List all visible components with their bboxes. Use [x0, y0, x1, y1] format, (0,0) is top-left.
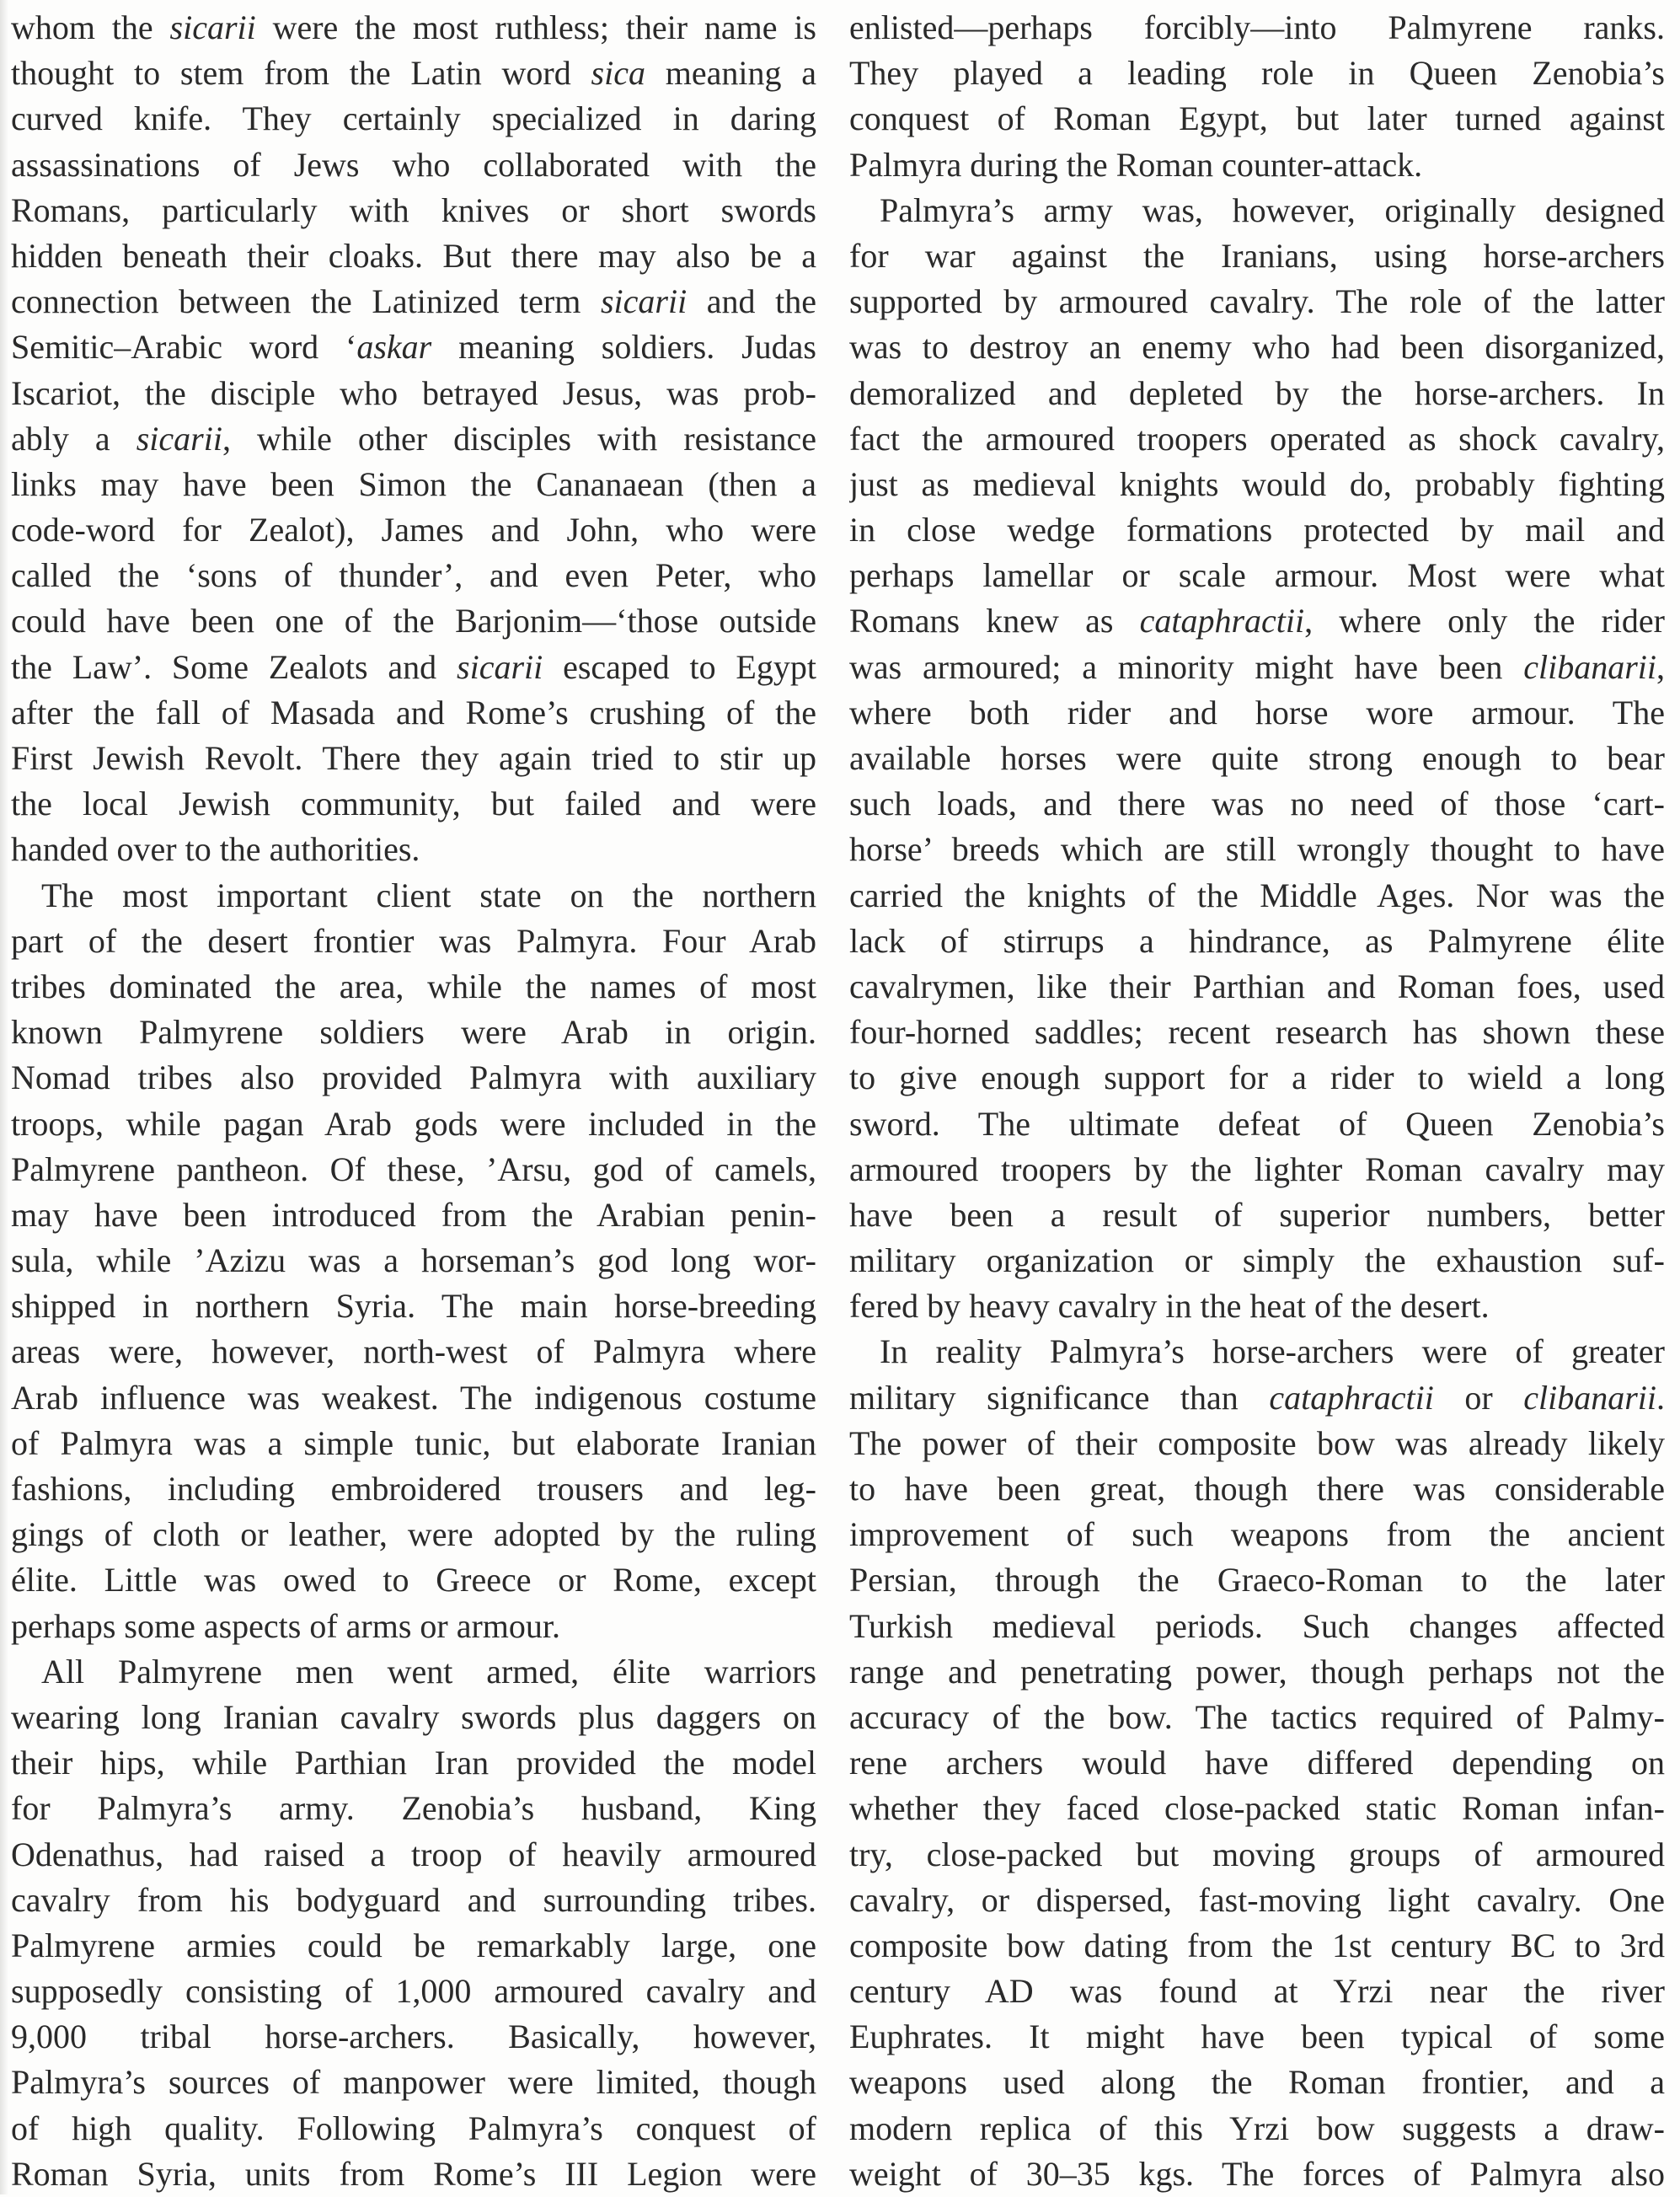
text-line	[11, 2151, 816, 2197]
text-line	[11, 645, 816, 690]
text-line	[849, 1557, 1665, 1603]
text-segment: sula, while ’Azizu was a horseman’s god long wor-	[11, 1241, 816, 1280]
text-segment: supported by armoured cavalry. The role of the latter	[849, 282, 1665, 321]
text-line	[11, 1740, 816, 1786]
text-segment: enlisted—perhaps forcibly—into Palmyrene ranks.	[849, 8, 1665, 46]
italic-term: clibanarii	[1523, 647, 1656, 686]
text-segment: were the most ruthless; their name is	[255, 8, 816, 46]
text-line	[849, 1147, 1665, 1192]
text-segment: weight of 30–35 kgs. The forces of Palmyra also	[849, 2154, 1665, 2193]
text-line	[11, 2106, 816, 2151]
text-line	[11, 1923, 816, 1969]
text-segment: just as medieval knights would do, probably fighting	[849, 464, 1665, 503]
italic-term: sicarii	[600, 282, 688, 321]
text-line	[11, 1604, 816, 1649]
text-line	[11, 1147, 816, 1192]
italic-term: sicarii	[136, 419, 222, 458]
text-line	[849, 142, 1665, 188]
text-line	[849, 736, 1665, 781]
text-line	[11, 781, 816, 827]
text-segment: Semitic–Arabic word ‘	[11, 328, 357, 367]
text-line	[849, 51, 1665, 96]
text-segment: their hips, while Parthian Iran provided the model	[11, 1744, 816, 1782]
text-line	[11, 1375, 816, 1421]
text-segment: All Palmyrene men went armed, élite warriors	[41, 1652, 816, 1691]
text-segment: 9,000 tribal horse-archers. Basically, however,	[11, 2017, 816, 2056]
text-segment: Palmyrene armies could be remarkably large, one	[11, 1926, 816, 1964]
text-line	[849, 873, 1665, 919]
text-segment: In reality Palmyra’s horse-archers were of greater	[880, 1332, 1665, 1371]
text-line	[11, 2014, 816, 2060]
text-segment: supposedly consisting of 1,000 armoured cavalry and	[11, 1972, 816, 2011]
text-line	[849, 1923, 1665, 1969]
text-line	[11, 142, 816, 188]
text-line	[11, 279, 816, 324]
text-segment: try, close-packed but moving groups of armoured	[849, 1835, 1665, 1873]
text-segment: such loads, and there was no need of those ‘cart-	[849, 785, 1665, 823]
text-segment: Odenathus, had raised a troop of heavily armoured	[11, 1835, 816, 1873]
text-line	[11, 462, 816, 507]
text-segment: military organization or simply the exhaustion suf-	[849, 1241, 1665, 1280]
text-segment: four-horned saddles; recent research has shown these	[849, 1013, 1665, 1052]
text-segment: Palmyrene pantheon. Of these, ’Arsu, god of camels,	[11, 1149, 816, 1188]
text-line	[849, 827, 1665, 872]
text-segment: perhaps some aspects of arms or armour.	[11, 1606, 561, 1645]
text-line	[849, 1421, 1665, 1466]
text-line	[849, 781, 1665, 827]
text-line	[849, 1969, 1665, 2014]
text-line	[849, 2060, 1665, 2105]
text-segment: Palmyra during the Roman counter-attack.	[849, 145, 1423, 184]
text-segment: gings of cloth or leather, were adopted by the ruling	[11, 1515, 816, 1554]
text-line	[849, 416, 1665, 462]
text-segment: First Jewish Revolt. There they again tried to stir up	[11, 739, 816, 777]
text-segment: military significance than	[849, 1378, 1270, 1417]
text-segment: links may have been Simon the Cananaean (then a	[11, 464, 816, 503]
text-segment: Arab influence was weakest. The indigenous costume	[11, 1378, 816, 1417]
text-segment: horse’ breeds which are still wrongly thought to have	[849, 830, 1665, 869]
text-segment: have been a result of superior numbers, better	[849, 1195, 1665, 1234]
text-segment: Persian, through the Graeco-Roman to the later	[849, 1561, 1665, 1600]
text-segment: available horses were quite strong enough to bear	[849, 739, 1665, 777]
text-segment: meaning soldiers. Judas	[431, 328, 816, 367]
text-line	[11, 5, 816, 51]
text-line	[849, 507, 1665, 553]
text-segment: known Palmyrene soldiers were Arab in origin.	[11, 1013, 816, 1052]
text-line	[849, 553, 1665, 598]
text-segment: areas were, however, north-west of Palmyra where	[11, 1332, 816, 1371]
text-line	[849, 96, 1665, 142]
text-line	[11, 1329, 816, 1374]
text-line	[11, 1192, 816, 1238]
text-line	[849, 1740, 1665, 1786]
text-line	[11, 1283, 816, 1329]
text-segment: curved knife. They certainly specialized in daring	[11, 99, 816, 138]
text-line	[849, 1878, 1665, 1923]
italic-term: clibanarii	[1523, 1378, 1657, 1417]
text-line	[849, 233, 1665, 279]
text-line	[849, 1192, 1665, 1238]
text-segment: of high quality. Following Palmyra’s conquest of	[11, 2109, 816, 2147]
text-line	[11, 1466, 816, 1512]
text-segment: modern replica of this Yrzi bow suggests a draw-	[849, 2109, 1665, 2147]
text-segment: Euphrates. It might have been typical of some	[849, 2017, 1665, 2056]
text-line	[849, 462, 1665, 507]
text-line	[11, 2060, 816, 2105]
text-line	[849, 188, 1665, 233]
text-line	[849, 690, 1665, 736]
text-segment: ably a	[11, 419, 136, 458]
text-line	[849, 598, 1665, 644]
text-segment: Nomad tribes also provided Palmyra with auxiliary	[11, 1058, 816, 1097]
text-line	[11, 507, 816, 553]
text-segment: wearing long Iranian cavalry swords plus daggers on	[11, 1697, 816, 1736]
text-line	[849, 645, 1665, 690]
text-segment: Roman Syria, units from Rome’s III Legion were	[11, 2154, 816, 2193]
italic-term: cataphractii	[1139, 602, 1305, 640]
text-segment: lack of stirrups a hindrance, as Palmyrene élite	[849, 921, 1665, 960]
text-line	[11, 553, 816, 598]
text-segment: of Palmyra was a simple tunic, but elaborate Iranian	[11, 1423, 816, 1462]
text-segment: cavalrymen, like their Parthian and Roman foes, used	[849, 967, 1665, 1005]
text-column-right	[849, 5, 1665, 2197]
text-segment: weapons used along the Roman frontier, and a	[849, 2063, 1665, 2102]
text-line	[849, 279, 1665, 324]
text-segment: to give enough support for a rider to wield a long	[849, 1058, 1665, 1097]
text-line	[11, 51, 816, 96]
text-segment: cavalry, or dispersed, fast-moving light cavalry. One	[849, 1880, 1665, 1919]
text-segment: Turkish medieval periods. Such changes affected	[849, 1606, 1665, 1645]
text-segment: rene archers would have differed depending on	[849, 1744, 1665, 1782]
text-segment: tribes dominated the area, while the names of most	[11, 967, 816, 1005]
text-segment: thought to stem from the Latin word	[11, 54, 591, 93]
text-line	[11, 1786, 816, 1831]
text-segment: The power of their composite bow was already likely	[849, 1423, 1665, 1462]
italic-term: sicarii	[169, 8, 256, 46]
text-line	[849, 5, 1665, 51]
text-line	[849, 1283, 1665, 1329]
text-segment: fact the armoured troopers operated as shock cavalry,	[849, 419, 1665, 458]
text-line	[11, 233, 816, 279]
text-segment: could have been one of the Barjonim—‘those outside	[11, 602, 816, 640]
text-line	[11, 1878, 816, 1923]
text-segment: fered by heavy cavalry in the heat of the desert.	[849, 1287, 1490, 1326]
text-line	[11, 919, 816, 964]
text-line	[849, 1101, 1665, 1147]
text-segment: , while other disciples with resistance	[222, 419, 816, 458]
text-segment: perhaps lamellar or scale armour. Most were what	[849, 556, 1665, 595]
italic-term: askar	[356, 328, 432, 367]
text-line	[11, 736, 816, 781]
text-line	[849, 964, 1665, 1010]
text-segment: called the ‘sons of thunder’, and even Peter, who	[11, 556, 816, 595]
text-segment: for Palmyra’s army. Zenobia’s husband, King	[11, 1789, 816, 1828]
text-line	[849, 1786, 1665, 1831]
text-line	[849, 1375, 1665, 1421]
text-line	[849, 1238, 1665, 1283]
text-segment: for war against the Iranians, using horse-archers	[849, 236, 1665, 275]
text-line	[849, 1604, 1665, 1649]
text-line	[11, 873, 816, 919]
text-line	[849, 1512, 1665, 1557]
text-segment: after the fall of Masada and Rome’s crushing of the	[11, 693, 816, 731]
text-line	[849, 2151, 1665, 2197]
page-edge-shadow	[0, 0, 8, 2194]
text-segment: ,	[1656, 647, 1665, 686]
text-segment: .	[1656, 1378, 1665, 1417]
text-segment: demoralized and depleted by the horse-archers. In	[849, 373, 1665, 412]
text-line	[11, 827, 816, 872]
text-line	[11, 690, 816, 736]
text-segment: Palmyra’s army was, however, originally designed	[880, 190, 1665, 229]
text-segment: and the	[687, 282, 816, 321]
italic-term: sicarii	[457, 647, 543, 686]
text-segment: accuracy of the bow. The tactics required of Palmy-	[849, 1697, 1665, 1736]
text-segment: was to destroy an enemy who had been disorganized,	[849, 328, 1665, 367]
text-segment: improvement of such weapons from the ancient	[849, 1515, 1665, 1554]
text-line	[849, 371, 1665, 416]
text-segment: connection between the Latinized term	[11, 282, 601, 321]
text-segment: in close wedge formations protected by mail and	[849, 511, 1665, 549]
text-segment: was armoured; a minority might have been	[849, 647, 1524, 686]
text-line	[11, 1969, 816, 2014]
text-segment: shipped in northern Syria. The main horse-breeding	[11, 1287, 816, 1326]
text-segment: Romans knew as	[849, 602, 1140, 640]
text-line	[11, 1010, 816, 1055]
text-line	[849, 2014, 1665, 2060]
text-line	[11, 371, 816, 416]
text-segment: part of the desert frontier was Palmyra. Four Arab	[11, 921, 816, 960]
text-segment: the local Jewish community, but failed and were	[11, 785, 816, 823]
text-segment: cavalry from his bodyguard and surrounding tribes.	[11, 1880, 816, 1919]
text-segment: range and penetrating power, though perhaps not the	[849, 1652, 1665, 1691]
text-line	[11, 598, 816, 644]
text-segment: or	[1433, 1378, 1524, 1417]
text-line	[849, 1466, 1665, 1512]
text-line	[849, 919, 1665, 964]
text-line	[11, 1101, 816, 1147]
text-column-left	[11, 5, 816, 2197]
text-segment: Palmyra’s sources of manpower were limited, though	[11, 2063, 816, 2102]
text-line	[849, 1649, 1665, 1695]
text-line	[849, 324, 1665, 370]
text-line	[11, 324, 816, 370]
text-segment: fashions, including embroidered trousers and leg-	[11, 1470, 816, 1508]
text-line	[849, 1010, 1665, 1055]
text-segment: to have been great, though there was considerable	[849, 1470, 1665, 1508]
text-line	[11, 96, 816, 142]
text-segment: whether they faced close-packed static Roman infan-	[849, 1789, 1665, 1828]
italic-term: sica	[591, 54, 645, 93]
text-segment: century AD was found at Yrzi near the river	[849, 1972, 1665, 2011]
text-line	[11, 1421, 816, 1466]
text-segment: composite bow dating from the 1st century BC to 3rd	[849, 1926, 1665, 1964]
text-line	[11, 1649, 816, 1695]
text-segment: The most important client state on the northern	[41, 876, 816, 914]
text-segment: assassinations of Jews who collaborated with the	[11, 145, 816, 184]
text-segment: escaped to Egypt	[543, 647, 816, 686]
text-segment: hidden beneath their cloaks. But there may also be a	[11, 236, 816, 275]
text-segment: meaning a	[645, 54, 816, 93]
text-segment: where both rider and horse wore armour. The	[849, 693, 1665, 731]
italic-term: cataphractii	[1269, 1378, 1434, 1417]
text-line	[11, 964, 816, 1010]
text-segment: handed over to the authorities.	[11, 830, 420, 869]
text-line	[11, 1238, 816, 1283]
text-segment: Romans, particularly with knives or short swords	[11, 190, 816, 229]
text-line	[11, 416, 816, 462]
text-line	[849, 1055, 1665, 1101]
text-segment: may have been introduced from the Arabian penin-	[11, 1195, 816, 1234]
text-segment: Iscariot, the disciple who betrayed Jesus, was prob-	[11, 373, 816, 412]
text-line	[11, 1695, 816, 1740]
text-line	[849, 1329, 1665, 1374]
text-line	[11, 1512, 816, 1557]
text-line	[11, 1055, 816, 1101]
text-line	[11, 1832, 816, 1878]
text-segment: the Law’. Some Zealots and	[11, 647, 457, 686]
text-segment: armoured troopers by the lighter Roman cavalry may	[849, 1149, 1665, 1188]
text-line	[849, 1832, 1665, 1878]
text-segment: , where only the rider	[1304, 602, 1665, 640]
text-line	[11, 188, 816, 233]
text-segment: sword. The ultimate defeat of Queen Zenobia’s	[849, 1104, 1665, 1143]
text-segment: carried the knights of the Middle Ages. Nor was the	[849, 876, 1665, 914]
text-segment: élite. Little was owed to Greece or Rome, except	[11, 1561, 816, 1600]
text-segment: They played a leading role in Queen Zenobia’s	[849, 54, 1665, 93]
text-segment: code-word for Zealot), James and John, who were	[11, 511, 816, 549]
text-segment: conquest of Roman Egypt, but later turned against	[849, 99, 1665, 138]
text-line	[849, 2106, 1665, 2151]
text-segment: troops, while pagan Arab gods were included in the	[11, 1104, 816, 1143]
text-line	[11, 1557, 816, 1603]
text-segment: whom the	[11, 8, 170, 46]
text-line	[849, 1695, 1665, 1740]
